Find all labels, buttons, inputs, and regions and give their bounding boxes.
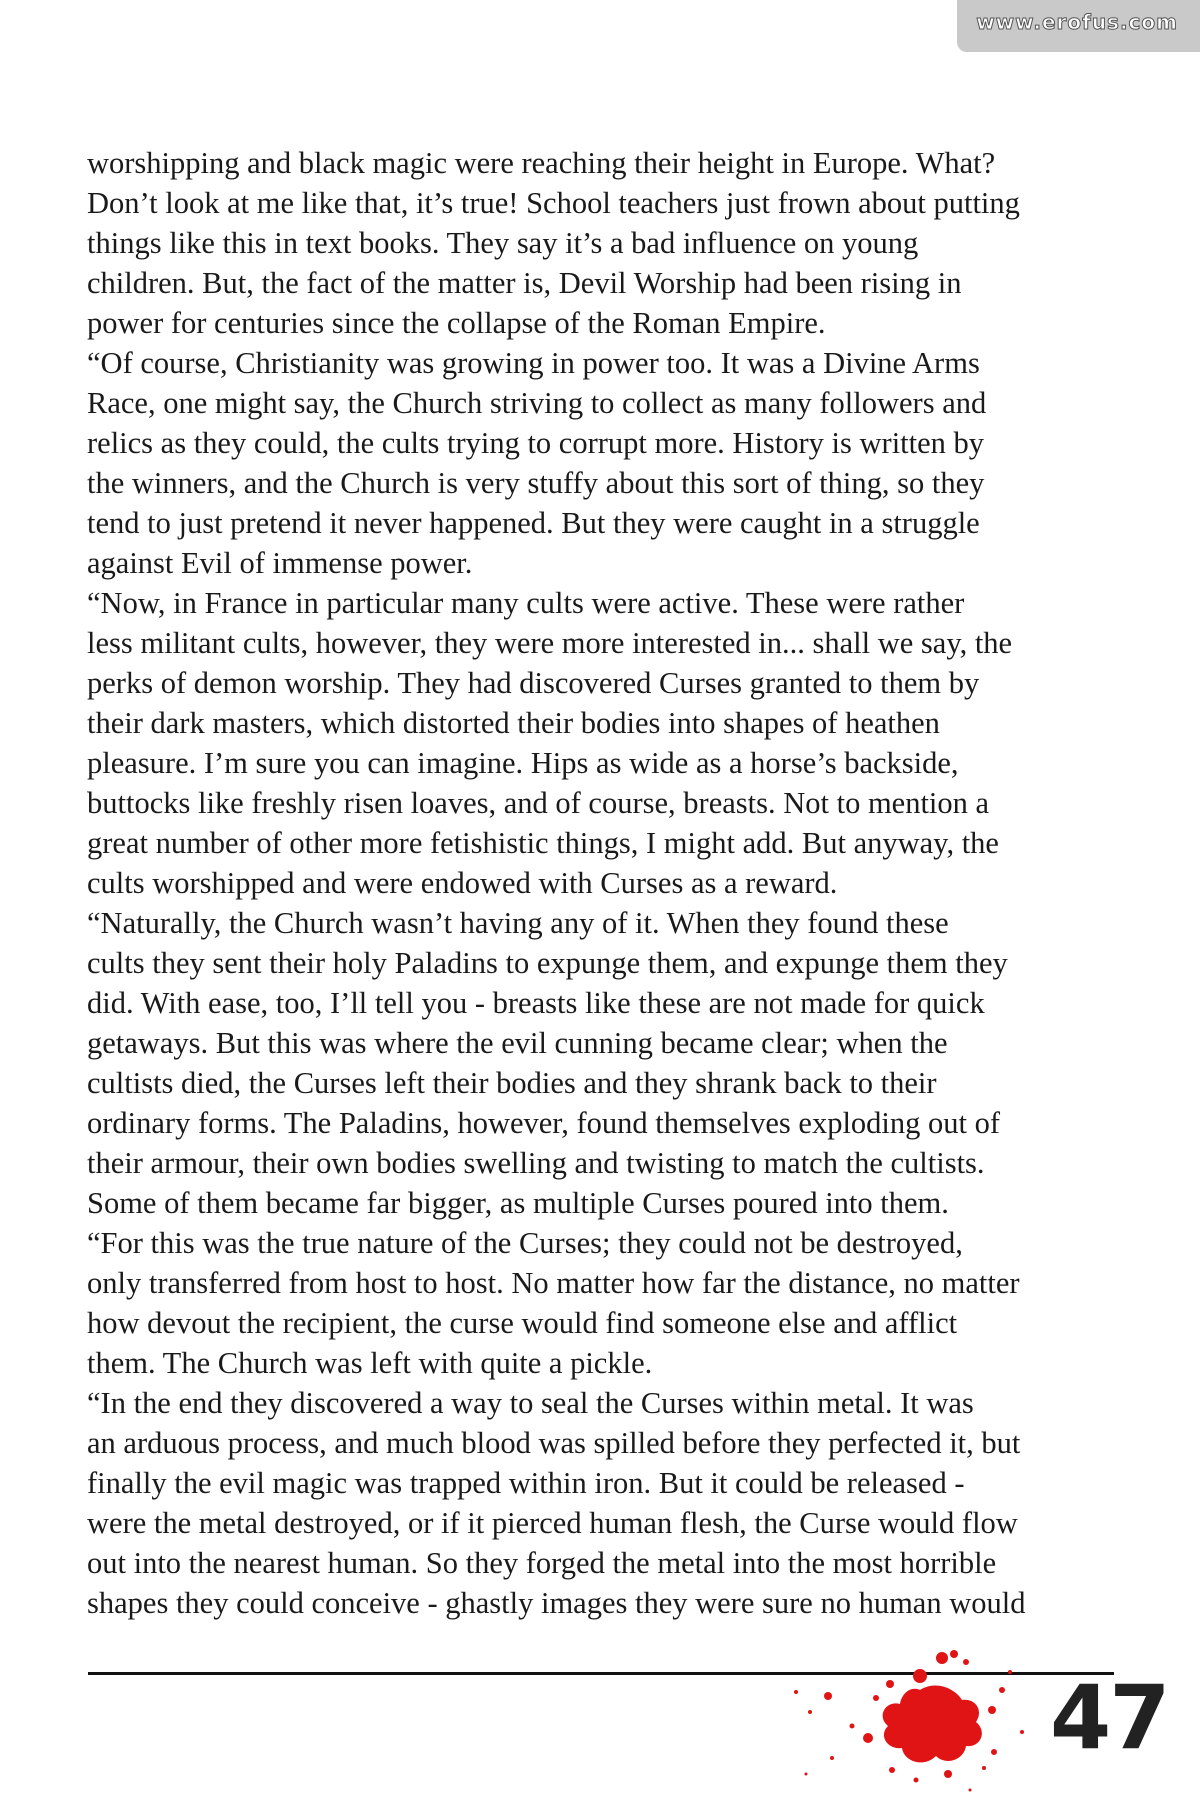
text-line: only transferred from host to host. No matter how far the distance, no matter <box>87 1266 1020 1300</box>
text-line: were the metal destroyed, or if it pierced human flesh, the Curse would flow <box>87 1506 1018 1540</box>
text-line: “Of course, Christianity was growing in power too. It was a Divine Arms <box>87 346 980 380</box>
text-line: how devout the recipient, the curse would find someone else and afflict <box>87 1306 958 1340</box>
text-line: cults worshipped and were endowed with Curses as a reward. <box>87 866 838 900</box>
text-line: their dark masters, which distorted their bodies into shapes of heathen <box>87 706 940 740</box>
text-line: things like this in text books. They say it’s a bad influence on young <box>87 226 919 260</box>
text-line: tend to just pretend it never happened. But they were caught in a struggle <box>87 506 980 540</box>
text-line: relics as they could, the cults trying to corrupt more. History is written by <box>87 426 985 460</box>
text-line: “Naturally, the Church wasn’t having any of it. When they found these <box>87 906 949 940</box>
text-line: cultists died, the Curses left their bodies and they shrank back to their <box>87 1066 937 1100</box>
text-line: shapes they could conceive - ghastly images they were sure no human would <box>87 1586 1026 1620</box>
text-line: cults they sent their holy Paladins to expunge them, and expunge them they <box>87 946 1008 980</box>
watermark-tab <box>957 0 1200 52</box>
text-line: great number of other more fetishistic things, I might add. But anyway, the <box>87 826 999 860</box>
text-line: against Evil of immense power. <box>87 546 473 580</box>
text-line: perks of demon worship. They had discovered Curses granted to them by <box>87 666 980 700</box>
page-number: 47 <box>1050 1666 1169 1769</box>
text-line: “In the end they discovered a way to seal the Curses within metal. It was <box>87 1386 974 1420</box>
watermark-text: www.erofus.com <box>976 10 1178 34</box>
text-line: the winners, and the Church is very stuffy about this sort of thing, so they <box>87 466 985 500</box>
text-line: an arduous process, and much blood was spilled before they perfected it, but <box>87 1426 1021 1460</box>
text-line: Race, one might say, the Church striving to collect as many followers and <box>87 386 987 420</box>
text-line: ordinary forms. The Paladins, however, found themselves exploding out of <box>87 1106 1001 1140</box>
text-line: Don’t look at me like that, it’s true! School teachers just frown about putting <box>87 186 1020 220</box>
text-line: their armour, their own bodies swelling and twisting to match the cultists. <box>87 1146 985 1180</box>
text-line: did. With ease, too, I’ll tell you - breasts like these are not made for quick <box>87 986 985 1020</box>
text-line: worshipping and black magic were reaching their height in Europe. What? <box>87 146 996 180</box>
text-line: finally the evil magic was trapped within iron. But it could be released - <box>87 1466 965 1500</box>
text-line: out into the nearest human. So they forged the metal into the most horrible <box>87 1546 997 1580</box>
text-line: children. But, the fact of the matter is, Devil Worship had been rising in <box>87 266 962 300</box>
text-line: buttocks like freshly risen loaves, and of course, breasts. Not to mention a <box>87 786 990 820</box>
text-line: getaways. But this was where the evil cunning became clear; when the <box>87 1026 948 1060</box>
text-line: them. The Church was left with quite a pickle. <box>87 1346 653 1380</box>
text-line: power for centuries since the collapse of the Roman Empire. <box>87 306 826 340</box>
page-body-text <box>87 143 1127 1623</box>
text-line: “For this was the true nature of the Curses; they could not be destroyed, <box>87 1226 963 1260</box>
text-line: pleasure. I’m sure you can imagine. Hips as wide as a horse’s backside, <box>87 746 959 780</box>
blood-splatter-icon <box>770 1640 1070 1800</box>
text-line: “Now, in France in particular many cults were active. These were rather <box>87 586 965 620</box>
text-line: less militant cults, however, they were more interested in... shall we say, the <box>87 626 1013 660</box>
text-line: Some of them became far bigger, as multiple Curses poured into them. <box>87 1186 949 1220</box>
